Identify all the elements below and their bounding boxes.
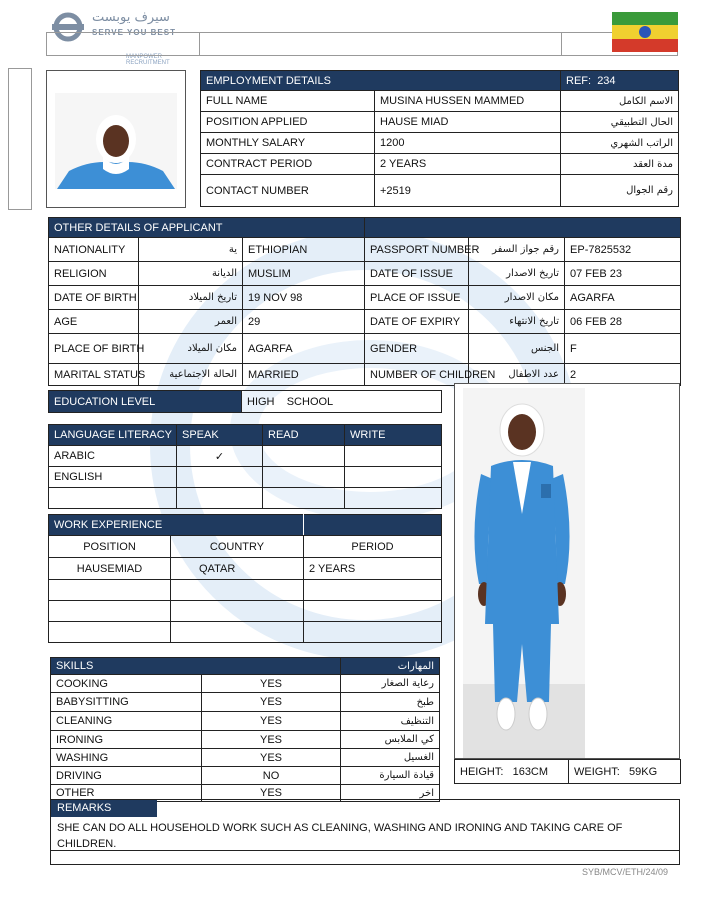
country-header: COUNTRY [171,536,304,558]
table-row [49,467,442,488]
skill-ar: كي الملابس [341,731,440,749]
nationality-value: ETHIOPIAN [243,238,365,262]
position-applied-ar: الحال التطبيقي [561,112,679,133]
date-of-expiry-value: 06 FEB 28 [565,310,681,334]
number-of-children-label: NUMBER OF CHILDREN [365,364,469,386]
write-header: WRITE [345,425,442,446]
table-row [49,580,442,601]
work-experience-table [48,514,442,643]
full-name-ar: الاسم الكامل [561,91,679,112]
skill-name: BABYSITTING [51,693,202,712]
weight-cell: WEIGHT: 59KG [569,760,681,784]
skill-value: YES [202,675,341,693]
place-of-birth-label: PLACE OF BIRTH [49,334,139,364]
marital-status-label: MARITAL STATUS [49,364,139,386]
remarks-title: REMARKS [51,800,157,817]
skills-title-ar: المهارات [341,658,440,675]
monthly-salary-value: 1200 [375,133,561,154]
skill-name: CLEANING [51,712,202,731]
position-header: POSITION [49,536,171,558]
work-country [171,601,304,622]
remarks-text: SHE CAN DO ALL HOUSEHOLD WORK SUCH AS CLEANING, WASHING AND IRONING AND TAKING CARE OF CHILDREN. [57,822,623,850]
table-row [49,558,442,580]
contact-number-label: CONTACT NUMBER [201,175,375,207]
table-row [51,675,440,693]
date-of-birth-value: 19 NOV 98 [243,286,365,310]
work-experience-title-blank [304,515,442,536]
place-of-issue-ar: مكان الاصدار [469,286,565,310]
logo-text-en: SERVE YOU BEST [92,28,176,37]
skill-ar: اخر [341,785,440,802]
skill-name: DRIVING [51,767,202,785]
write-cell [345,446,442,467]
monthly-salary-ar: الراتب الشهري [561,133,679,154]
flag-icon [612,12,678,52]
read-header: READ [263,425,345,446]
work-country [171,580,304,601]
table-row [51,749,440,767]
ref-cell: REF: 234 [561,71,679,91]
table-row [49,488,442,509]
education-level-value: HIGH SCHOOL [242,391,442,413]
other-details-title: OTHER DETAILS OF APPLICANT [49,218,365,238]
education-level-label: EDUCATION LEVEL [49,391,242,413]
table-row [49,601,442,622]
contract-period-value: 2 YEARS [375,154,561,175]
speak-header: SPEAK [177,425,263,446]
religion-ar: الديانة [139,262,243,286]
measurements-table [454,759,681,784]
speak-cell [177,488,263,509]
nationality-ar: ية [139,238,243,262]
employment-details-title: EMPLOYMENT DETAILS [201,71,561,91]
work-period [304,622,442,643]
skill-value: NO [202,767,341,785]
religion-value: MUSLIM [243,262,365,286]
gender-value: F [565,334,681,364]
skill-ar: رعاية الصغار [341,675,440,693]
place-of-birth-value: AGARFA [243,334,365,364]
applicant-full-body-photo [455,384,679,758]
date-of-expiry-label: DATE OF EXPIRY [365,310,469,334]
position-applied-value: HAUSE MIAD [375,112,561,133]
remarks-box [50,799,680,865]
place-of-issue-value: AGARFA [565,286,681,310]
table-row [49,622,442,643]
work-position [49,580,171,601]
skill-value: YES [202,712,341,731]
checkmark-icon: ✓ [177,446,263,467]
date-of-issue-label: DATE OF ISSUE [365,262,469,286]
read-cell [263,467,345,488]
table-row [51,767,440,785]
read-cell [263,446,345,467]
language-literacy-header: LANGUAGE LITERACY [49,425,177,446]
work-experience-title: WORK EXPERIENCE [49,515,304,536]
logo-text-ar: سيرف يوبست [92,10,170,25]
skill-value: YES [202,731,341,749]
gender-label: GENDER [365,334,469,364]
full-name-value: MUSINA HUSSEN MAMMED [375,91,561,112]
period-header: PERIOD [304,536,442,558]
skill-name: IRONING [51,731,202,749]
language-name: ENGLISH [49,467,177,488]
date-of-birth-label: DATE OF BIRTH [49,286,139,310]
age-value: 29 [243,310,365,334]
monthly-salary-label: MONTHLY SALARY [201,133,375,154]
place-of-birth-ar: مكان الميلاد [139,334,243,364]
other-details-table [48,217,681,386]
other-details-title-blank [365,218,681,238]
write-cell [345,488,442,509]
work-period: 2 YEARS [304,558,442,580]
full-name-label: FULL NAME [201,91,375,112]
work-period [304,580,442,601]
passport-number-ar: رقم جواز السفر [469,238,565,262]
religion-label: RELIGION [49,262,139,286]
date-of-birth-ar: تاريخ الميلاد [139,286,243,310]
education-level-table [48,390,442,413]
number-of-children-ar: عدد الاطفال [469,364,565,386]
language-name: ARABIC [49,446,177,467]
read-cell [263,488,345,509]
skill-ar: التنظيف [341,712,440,731]
contract-period-ar: مدة العقد [561,154,679,175]
skill-name: WASHING [51,749,202,767]
work-period [304,601,442,622]
skill-value: YES [202,693,341,712]
language-literacy-table [48,424,442,509]
speak-cell [177,467,263,488]
skill-name: OTHER [51,785,202,802]
language-name [49,488,177,509]
date-of-expiry-ar: تاريخ الانتهاء [469,310,565,334]
employment-details-table [200,70,679,207]
contract-period-label: CONTRACT PERIOD [201,154,375,175]
passport-number-value: EP-7825532 [565,238,681,262]
work-position [49,622,171,643]
skill-ar: طبخ [341,693,440,712]
passport-number-label: PASSPORT NUMBER [365,238,469,262]
skill-value: YES [202,785,341,802]
table-row [51,712,440,731]
skill-name: COOKING [51,675,202,693]
marital-status-ar: الحالة الاجتماعية [139,364,243,386]
document-code: SYB/MCV/ETH/24/09 [582,867,669,877]
photo-frame-full [454,383,680,759]
number-of-children-value: 2 [565,364,681,386]
header-box-row [46,32,678,56]
marital-status-value: MARRIED [243,364,365,386]
left-margin-box [8,68,32,210]
applicant-portrait-photo [47,71,185,207]
work-position: HAUSEMIAD [49,558,171,580]
photo-frame-small [46,70,186,208]
skills-title: SKILLS [51,658,341,675]
skill-ar: الغسيل [341,749,440,767]
position-applied-label: POSITION APPLIED [201,112,375,133]
table-row [51,693,440,712]
skills-table [50,657,440,802]
age-label: AGE [49,310,139,334]
work-country: QATAR [171,558,304,580]
skill-ar: قيادة السيارة [341,767,440,785]
work-position [49,601,171,622]
contact-number-value: +2519 [375,175,561,207]
table-row [49,446,442,467]
contact-number-ar: رقم الجوال [561,175,679,207]
write-cell [345,467,442,488]
age-ar: العمر [139,310,243,334]
work-country [171,622,304,643]
date-of-issue-value: 07 FEB 23 [565,262,681,286]
nationality-label: NATIONALITY [49,238,139,262]
gender-ar: الجنس [469,334,565,364]
logo-subtitle: MANPOWER RECRUITMENT [126,54,170,66]
skill-value: YES [202,749,341,767]
date-of-issue-ar: تاريخ الاصدار [469,262,565,286]
place-of-issue-label: PLACE OF ISSUE [365,286,469,310]
height-cell: HEIGHT: 163CM [455,760,569,784]
table-row [51,731,440,749]
